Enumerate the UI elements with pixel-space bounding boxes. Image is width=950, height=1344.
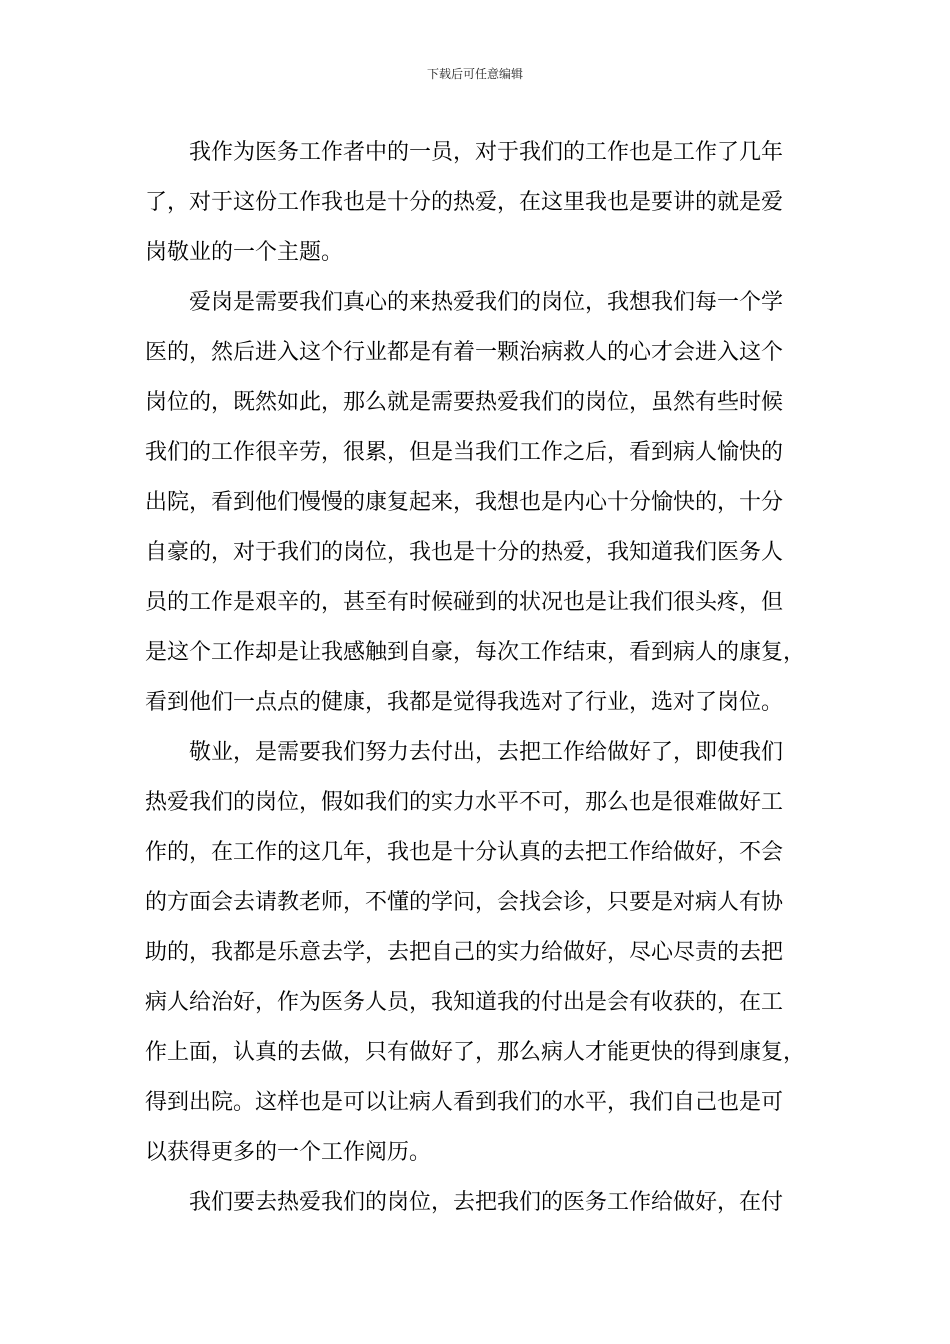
text-line: 了，对于这份工作我也是十分的热爱，在这里我也是要讲的就是爱	[145, 190, 784, 215]
text-line: 的方面会去请教老师，不懂的学问，会找会诊，只要是对病人有协	[145, 890, 784, 915]
text-line: 病人给治好，作为医务人员，我知道我的付出是会有收获的，在工	[145, 990, 784, 1015]
text-line: 敬业，是需要我们努力去付出，去把工作给做好了，即使我们	[189, 740, 784, 765]
text-line: 得到出院。这样也是可以让病人看到我们的水平，我们自己也是可	[145, 1090, 784, 1115]
text-line: 岗位的，既然如此，那么就是需要热爱我们的岗位，虽然有些时候	[145, 390, 784, 415]
text-line: 我们要去热爱我们的岗位，去把我们的医务工作给做好，在付	[189, 1190, 784, 1215]
text-line: 看到他们一点点的健康，我都是觉得我选对了行业，选对了岗位。	[145, 690, 784, 715]
text-line: 热爱我们的岗位，假如我们的实力水平不可，那么也是很难做好工	[145, 790, 784, 815]
text-line: 爱岗是需要我们真心的来热爱我们的岗位，我想我们每一个学	[189, 290, 784, 315]
text-line: 医的，然后进入这个行业都是有着一颗治病救人的心才会进入这个	[145, 340, 784, 365]
text-line: 员的工作是艰辛的，甚至有时候碰到的状况也是让我们很头疼，但	[145, 590, 784, 615]
page-header: 下载后可任意编辑	[426, 67, 523, 81]
text-line: 是这个工作却是让我感触到自豪，每次工作结束，看到病人的康复，	[145, 640, 806, 665]
text-line: 我们的工作很辛劳，很累，但是当我们工作之后，看到病人愉快的	[145, 440, 784, 465]
text-line: 以获得更多的一个工作阅历。	[145, 1140, 432, 1165]
text-line: 出院，看到他们慢慢的康复起来，我想也是内心十分愉快的，十分	[145, 490, 784, 515]
text-line: 作上面，认真的去做，只有做好了，那么病人才能更快的得到康复，	[145, 1040, 806, 1065]
text-line: 助的，我都是乐意去学，去把自己的实力给做好，尽心尽责的去把	[145, 940, 784, 965]
text-line: 我作为医务工作者中的一员，对于我们的工作也是工作了几年	[189, 140, 784, 165]
text-line: 作的，在工作的这几年，我也是十分认真的去把工作给做好，不会	[145, 840, 784, 865]
text-line: 自豪的，对于我们的岗位，我也是十分的热爱，我知道我们医务人	[145, 540, 784, 565]
text-line: 岗敬业的一个主题。	[145, 240, 344, 265]
body-text	[145, 128, 805, 1228]
